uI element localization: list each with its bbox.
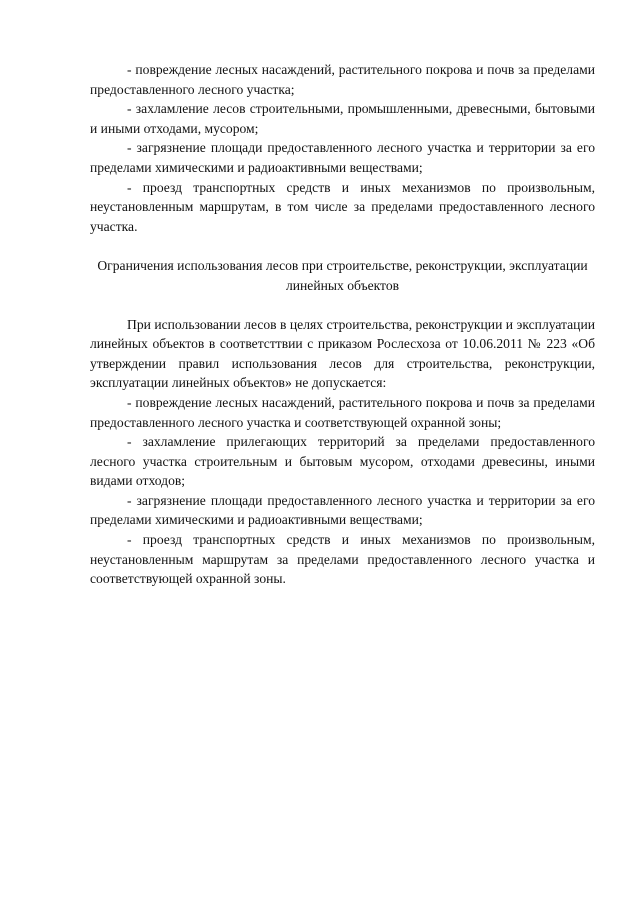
list-item: - повреждение лесных насаждений, растительного покрова и почв за пределами предоставленного лесного участка; bbox=[90, 62, 595, 97]
list-item: - проезд транспортных средств и иных механизмов по произвольным, неустановленным маршрутам за пределами предоставленного лесного участка и соответствующей охранной зоны. bbox=[90, 532, 595, 587]
list-item: - проезд транспортных средств и иных механизмов по произвольным, неустановленным маршрутам, в том числе за пределами предоставленного лесного участка. bbox=[90, 179, 595, 234]
document-page bbox=[90, 60, 595, 589]
section-heading: Ограничения использования лесов при строительстве, реконструкции, эксплуатации линейных объектов bbox=[97, 258, 588, 293]
list-item: - загрязнение площади предоставленного лесного участка и территории за его пределами химическими и радиоактивными веществами; bbox=[90, 492, 595, 528]
list-item: - загрязнение площади предоставленного лесного участка и территории за его пределами химическими и радиоактивными веществами; bbox=[90, 140, 595, 175]
intro-paragraph: При использовании лесов в целях строительства, реконструкции и эксплуатации линейных объектов в соответсттвии с приказом Рослесхоза от 10.06.2011 № 223 «Об утверждении правил использования лесов для строительства, реконструкции, эксплуатации линейных объектов» не допускается: bbox=[90, 316, 595, 391]
list-item: - захламление прилегающих территорий за пределами предоставленного лесного участка строительным и бытовым мусором, отходами древесины, иными видами отходов; bbox=[90, 434, 595, 489]
list-item: - повреждение лесных насаждений, растительного покрова и почв за пределами предоставленного лесного участка и соответствующей охранной зоны; bbox=[90, 394, 595, 430]
spacer bbox=[90, 296, 595, 315]
spacer bbox=[90, 236, 595, 256]
list-item: - захламление лесов строительными, промышленными, древесными, бытовыми и иными отходами, мусором; bbox=[90, 101, 595, 136]
